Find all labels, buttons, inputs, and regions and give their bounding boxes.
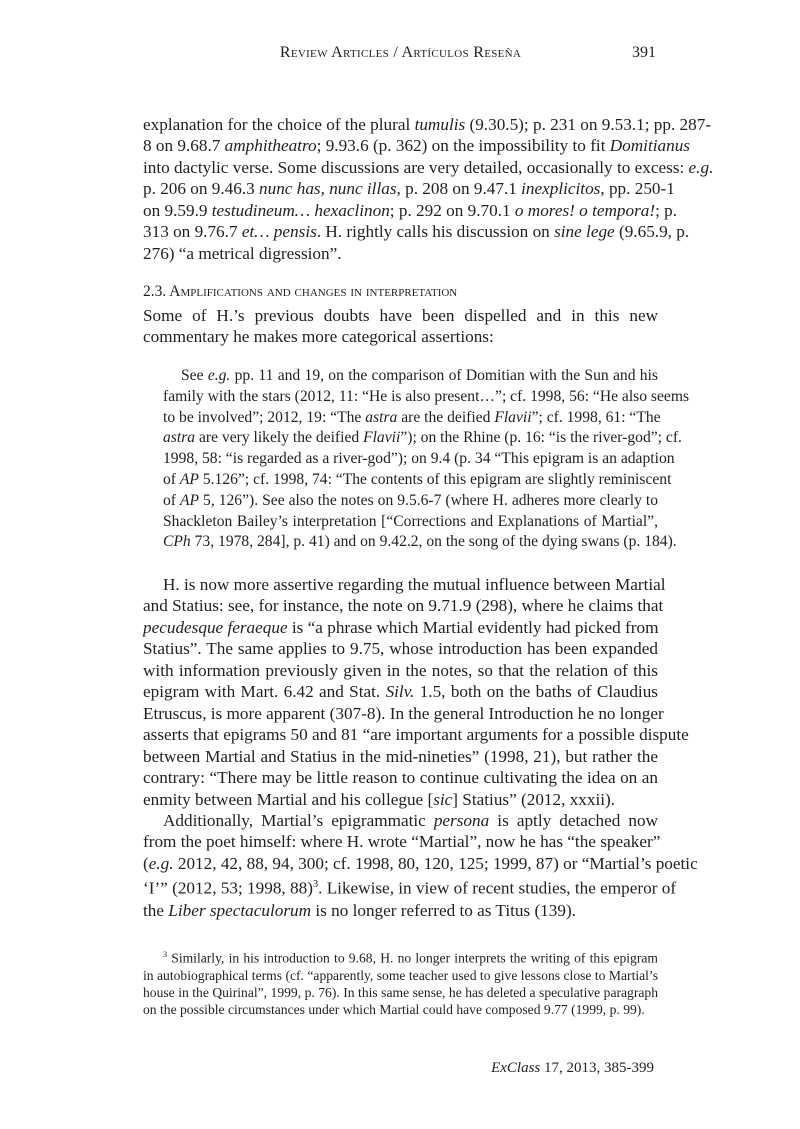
- text-run: See: [181, 367, 208, 384]
- footnote-marker: 3: [312, 879, 319, 891]
- text-run: 2012, 42, 88, 94, 300; cf. 1998, 80, 120, 125; 1999, 87) or “Martial’s poetic: [173, 853, 698, 873]
- text-line: [143, 305, 658, 326]
- footer-citation: [491, 1060, 654, 1077]
- italic-run: e.g.: [688, 157, 714, 177]
- text-run: of: [163, 470, 180, 488]
- text-run: is no longer referred to as Titus (139).: [311, 900, 576, 920]
- text-run: between Martial and Statius in the mid-nineties” (1998, 21), but rather the: [143, 746, 658, 766]
- text-run: explanation for the choice of the plural: [143, 115, 415, 134]
- text-run: from the poet himself: where H. wrote “Martial”, now he has “the speaker”: [143, 832, 661, 852]
- text-run: , pp. 250-1: [600, 179, 675, 199]
- text-run: are the deified: [397, 408, 495, 426]
- paragraph-intro-assertions: [143, 305, 658, 348]
- text-run: Additionally, Martial’s epigrammatic: [163, 810, 434, 830]
- text-run: commentary he makes more categorical assertions:: [143, 327, 494, 347]
- text-line: [163, 512, 658, 533]
- text-run: . H. rightly calls his discussion on: [316, 222, 555, 242]
- text-line: [163, 449, 675, 470]
- text-run: (9.65.9, p.: [614, 222, 690, 242]
- text-line: [163, 408, 661, 429]
- text-run: , p. 208 on 9.47.1: [396, 179, 522, 199]
- text-line: [143, 1001, 658, 1018]
- text-line: [143, 967, 658, 984]
- text-line: [143, 874, 677, 899]
- text-run: ”; cf. 1998, 61: “The: [531, 408, 661, 426]
- text-line: [143, 178, 675, 199]
- text-line: [143, 638, 658, 659]
- text-line: [163, 470, 672, 491]
- text-run: 313 on 9.76.7: [143, 222, 242, 242]
- italic-run: Flavii: [494, 408, 532, 426]
- text-line: [143, 703, 664, 724]
- text-line: [143, 946, 658, 967]
- text-line: [163, 387, 690, 408]
- footnote-3: [143, 946, 658, 1018]
- text-run: Etruscus, is more apparent (307-8). In the general Introduction he no longer: [143, 703, 664, 723]
- citation-details: 17, 2013, 385-399: [540, 1060, 654, 1076]
- italic-run: pecudesque feraeque: [143, 617, 288, 637]
- text-line: [143, 660, 658, 681]
- text-run: 1998, 58: “is regarded as a river-god”); on 9.4 (p. 34 “This epigram is an adaption: [163, 450, 675, 468]
- text-line: [163, 428, 682, 449]
- italic-run: Silv.: [385, 682, 415, 702]
- text-line: [143, 831, 661, 852]
- italic-run: Domitianus: [609, 136, 690, 156]
- text-run: . Likewise, in view of recent studies, the emperor of: [318, 879, 677, 899]
- text-run: 73, 1978, 284], p. 41) and on 9.42.2, on the song of the dying swans (p. 184).: [190, 533, 677, 551]
- text-line: [143, 724, 689, 745]
- italic-run: sic: [433, 789, 453, 809]
- italic-run: e.g.: [148, 853, 174, 873]
- text-line: [143, 984, 658, 1001]
- text-line: [163, 366, 658, 387]
- text-run: on 9.59.9: [143, 200, 212, 220]
- running-header: [143, 44, 658, 66]
- text-line: [143, 221, 690, 242]
- italic-run: persona: [433, 810, 490, 830]
- text-run: is aptly detached now: [489, 810, 658, 830]
- text-run: Some of H.’s previous doubts have been dispelled and in this new: [143, 306, 658, 325]
- text-run: with information previously given in the notes, so that the relation of this: [143, 660, 658, 680]
- text-run: H. is now more assertive regarding the mutual influence between Martial: [163, 575, 666, 594]
- italic-run: nunc has, nunc illas: [259, 179, 397, 199]
- italic-run: astra: [163, 429, 196, 447]
- text-line: [143, 789, 658, 810]
- journal-name: ExClass: [491, 1060, 541, 1076]
- text-run: epigram with Mart. 6.42 and Stat.: [143, 682, 386, 702]
- text-run: pp. 11 and 19, on the comparison of Domitian with the Sun and his: [230, 367, 658, 384]
- italic-run: CPh: [163, 533, 191, 551]
- text-run: are very likely the deified: [195, 429, 364, 447]
- italic-run: e.g.: [207, 367, 231, 384]
- italic-run: et… pensis: [241, 222, 317, 242]
- text-run: of: [163, 491, 180, 509]
- text-run: in autobiographical terms (cf. “apparently, some teacher used to give lessons close to Martial’s: [143, 967, 658, 983]
- text-run: 5, 126”). See also the notes on 9.5.6-7 (where H. adheres more clearly to: [199, 491, 659, 509]
- block-quote: [163, 366, 690, 553]
- section-heading: 2.3. Amplifications and changes in interpretation: [143, 283, 458, 300]
- text-line: [163, 532, 677, 553]
- text-run: ; p. 292 on 9.70.1: [389, 200, 515, 220]
- text-line: [143, 746, 658, 767]
- text-run: on the possible circumstances under which Martial could have composed 9.77 (1999, p. 99).: [143, 1001, 645, 1017]
- italic-run: Flavii: [363, 429, 401, 447]
- text-line: [143, 595, 664, 616]
- text-run: to be involved”; 2012, 19: “The: [163, 408, 366, 426]
- text-run: Similarly, in his introduction to 9.68, H. no longer interprets the writing of this epigram: [167, 950, 658, 966]
- italic-run: AP: [179, 470, 199, 488]
- italic-run: tumulis: [414, 115, 466, 134]
- text-run: Statius”. The same applies to 9.75, whose introduction has been expanded: [143, 639, 658, 659]
- text-line: [163, 491, 658, 512]
- text-run: family with the stars (2012, 11: “He is also present…”; cf. 1998, 56: “He also seems: [163, 387, 690, 405]
- italic-run: inexplicitos: [521, 179, 601, 199]
- text-run: house in the Quirinal”, 1999, p. 76). In this same sense, he has deleted a speculative paragraph: [143, 984, 658, 1000]
- text-line: [143, 326, 658, 347]
- text-run: is “a phrase which Martial evidently had picked from: [287, 617, 659, 637]
- text-run: enmity between Martial and his collegue [: [143, 789, 434, 809]
- text-run: into dactylic verse. Some discussions are very detailed, occasionally to excess:: [143, 157, 689, 177]
- text-run: (: [143, 853, 149, 873]
- italic-run: sine lege: [554, 222, 615, 242]
- running-title: Review Articles / Artículos Reseña: [279, 44, 522, 61]
- italic-run: o mores! o tempora!: [514, 200, 656, 220]
- text-line: [143, 243, 658, 264]
- text-run: ‘I’” (2012, 53; 1998, 88): [143, 879, 313, 899]
- text-run: ”); on the Rhine (p. 16: “is the river-god”; cf.: [400, 429, 682, 447]
- text-run: and Statius: see, for instance, the note on 9.71.9 (298), where he claims that: [143, 596, 664, 616]
- text-run: 276) “a metrical digression”.: [143, 243, 342, 263]
- text-line: [143, 853, 698, 874]
- text-run: ] Statius” (2012, xxxii).: [452, 789, 616, 809]
- italic-run: testudineum… hexaclinon: [211, 200, 390, 220]
- text-run: Shackleton Bailey’s interpretation [“Corrections and Explanations of Martial”,: [163, 512, 658, 530]
- text-line: [143, 135, 690, 156]
- text-run: the: [143, 900, 169, 920]
- text-line: [143, 617, 658, 638]
- text-run: ; p.: [655, 200, 678, 220]
- text-line: [143, 200, 678, 221]
- text-line: [143, 810, 658, 831]
- italic-run: amphitheatro: [224, 136, 317, 156]
- text-run: contrary: “There may be little reason to continue cultivating the idea on an: [143, 768, 658, 788]
- page-number: 391: [632, 44, 656, 61]
- italic-run: astra: [365, 408, 398, 426]
- text-run: 8 on 9.68.7: [143, 136, 225, 156]
- text-run: p. 206 on 9.46.3: [143, 179, 260, 199]
- text-line: [143, 157, 714, 178]
- italic-run: Liber spectaculorum: [168, 900, 312, 920]
- paragraph-martial-statius: [143, 574, 698, 921]
- text-run: asserts that epigrams 50 and 81 “are important arguments for a possible dispute: [143, 725, 689, 745]
- footnote-marker: 3: [163, 950, 168, 959]
- text-line: [143, 767, 658, 788]
- text-line: [143, 681, 658, 702]
- text-run: (9.30.5); p. 231 on 9.53.1; pp. 287-: [465, 115, 712, 134]
- text-run: ; 9.93.6 (p. 362) on the impossibility to fit: [316, 136, 610, 156]
- paragraph-discussions: [143, 114, 714, 264]
- italic-run: AP: [179, 491, 200, 509]
- text-run: 1.5, both on the baths of Claudius: [414, 682, 658, 702]
- text-line: [143, 900, 658, 921]
- text-line: [143, 114, 712, 135]
- text-line: [143, 574, 666, 595]
- text-run: 5.126”; cf. 1998, 74: “The contents of this epigram are slightly reminiscent: [198, 470, 672, 488]
